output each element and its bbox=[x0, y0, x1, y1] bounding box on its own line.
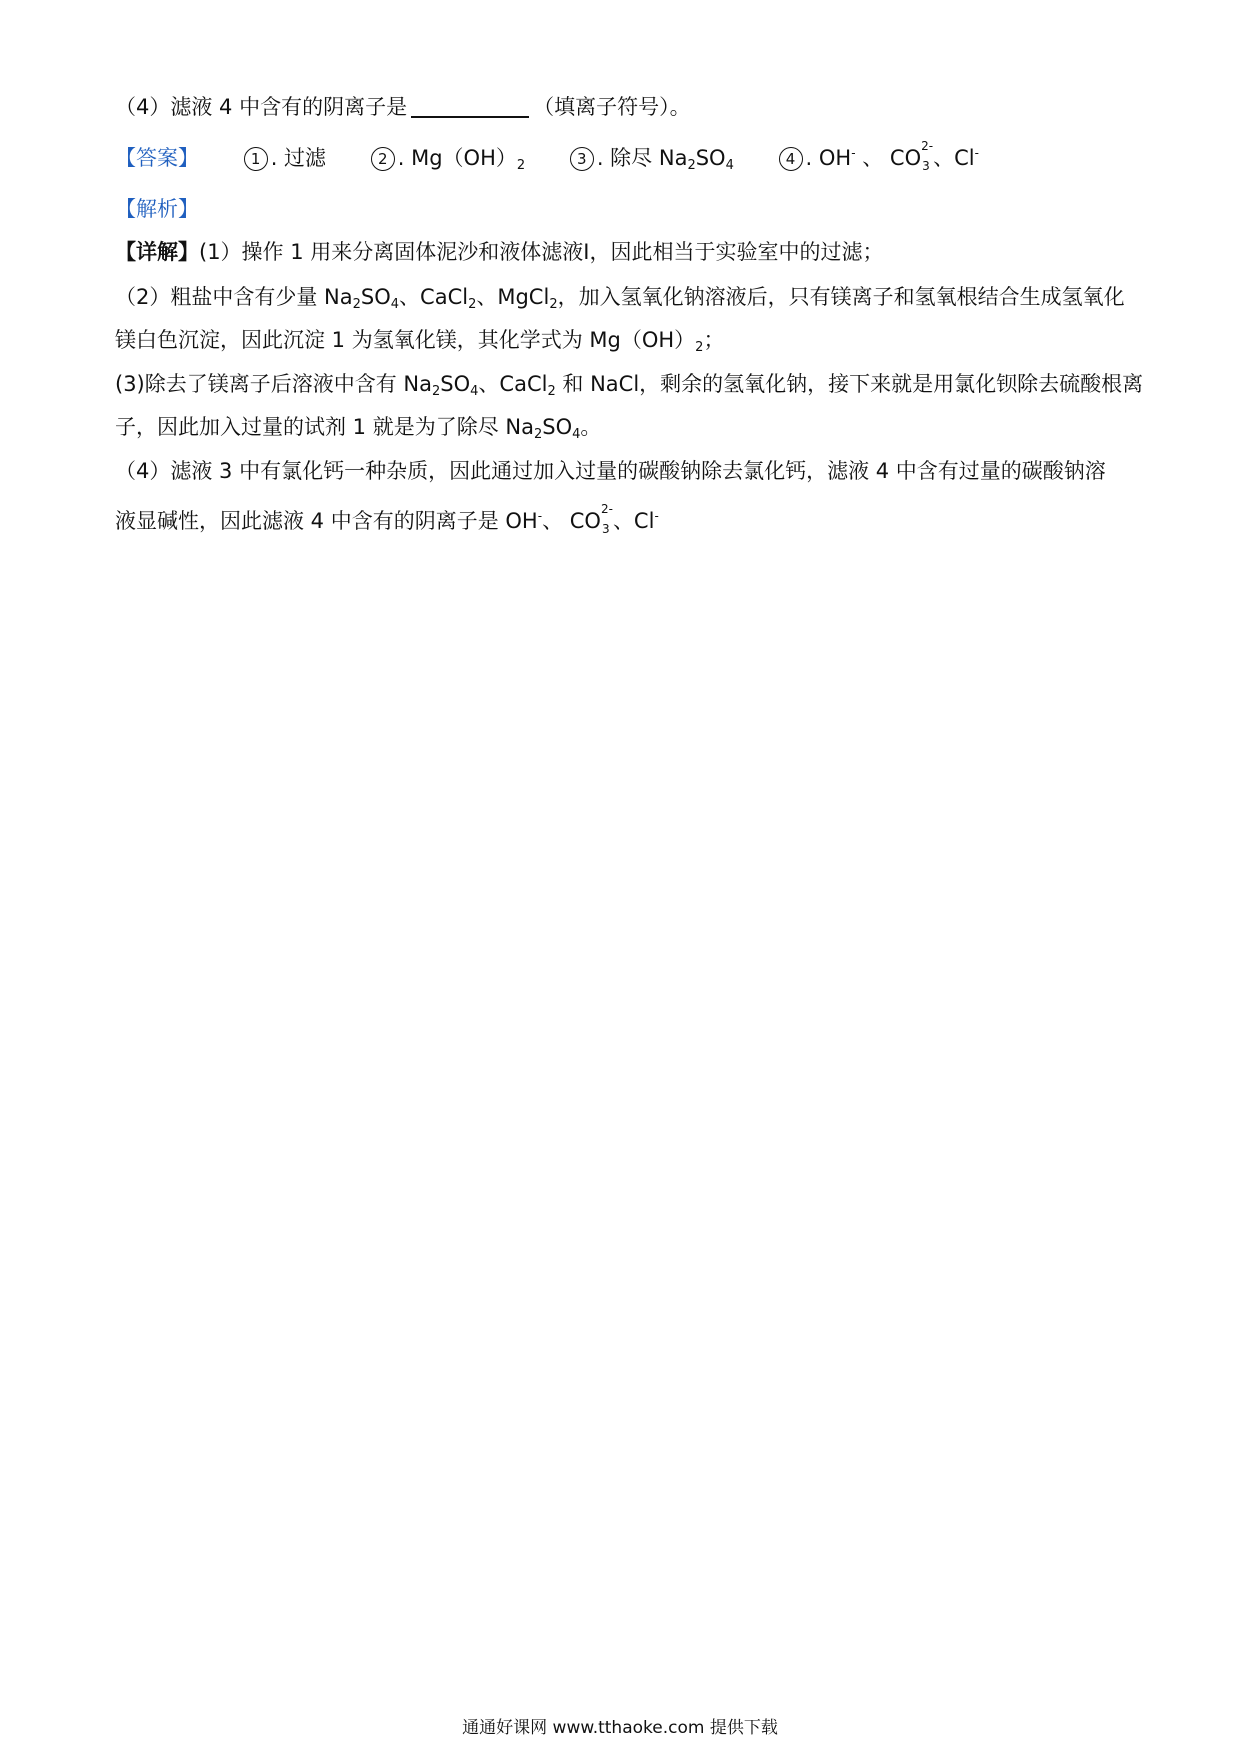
answer-text: . OH bbox=[805, 146, 852, 170]
subscript: 2 bbox=[549, 297, 558, 312]
analysis-line bbox=[115, 194, 1135, 224]
analysis-tag: 【解析】 bbox=[115, 197, 199, 221]
detail-p4-line2 bbox=[115, 502, 1135, 536]
detail-tag: 【详解】 bbox=[115, 240, 199, 264]
subscript: 2 bbox=[516, 158, 526, 173]
detail-text: 和 NaCl，剩余的氢氧化钠，接下来就是用氯化钡除去硫酸根离 bbox=[555, 372, 1144, 396]
answer-item-1 bbox=[244, 143, 326, 173]
charge-index bbox=[921, 139, 934, 173]
answer-text: SO bbox=[695, 146, 726, 170]
circled-number: 3 bbox=[570, 147, 594, 171]
page-footer: 通通好课网 www.tthaoke.com 提供下载 bbox=[462, 1718, 778, 1738]
detail-text: 、 CO bbox=[542, 509, 601, 533]
subscript: 2 bbox=[432, 384, 441, 399]
detail-text: ； bbox=[703, 328, 725, 352]
detail-p4-line1 bbox=[115, 456, 1135, 486]
detail-text: （2）粗盐中含有少量 Na bbox=[115, 285, 353, 309]
detail-text: 、CaCl bbox=[478, 372, 548, 396]
answer-text: . 过滤 bbox=[270, 146, 327, 170]
subscript: 4 bbox=[390, 297, 400, 312]
detail-text: (3)除去了镁离子后溶液中含有 Na bbox=[115, 372, 432, 396]
answer-text: . 除尽 Na bbox=[596, 146, 688, 170]
detail-p3-line1 bbox=[115, 369, 1144, 399]
subscript: 4 bbox=[470, 384, 479, 399]
circled-number: 1 bbox=[244, 147, 268, 171]
subscript: 3 bbox=[922, 159, 930, 173]
answer-line bbox=[115, 139, 1135, 173]
detail-text: ，加入氢氧化钠溶液后，只有镁离子和氢氧根结合生成氢氧化 bbox=[557, 285, 1125, 309]
detail-p3-line2 bbox=[115, 412, 1135, 442]
detail-text: (1）操作 1 用来分离固体泥沙和液体滤液Ⅰ，因此相当于实验室中的过滤； bbox=[199, 240, 884, 264]
detail-p2-line1 bbox=[115, 282, 1135, 312]
detail-p2-line2 bbox=[115, 325, 1135, 355]
superscript: 2- bbox=[600, 502, 613, 516]
superscript: 2- bbox=[921, 139, 934, 153]
detail-text: SO bbox=[440, 372, 471, 396]
detail-text: （4）滤液 3 中有氯化钙一种杂质，因此通过加入过量的碳酸钠除去氯化钙，滤液 4 中含有过量的碳酸钠溶 bbox=[115, 459, 1106, 483]
detail-text: 镁白色沉淀，因此沉淀 1 为氢氧化镁，其化学式为 Mg（OH） bbox=[115, 328, 696, 352]
subscript: 2 bbox=[352, 297, 361, 312]
question-line bbox=[115, 92, 1135, 122]
detail-text: 子，因此加入过量的试剂 1 就是为了除尽 Na bbox=[115, 415, 534, 439]
subscript: 4 bbox=[725, 158, 734, 173]
answer-item-2 bbox=[371, 143, 525, 173]
superscript: - bbox=[654, 509, 659, 523]
subscript: 2 bbox=[468, 297, 477, 312]
answer-blank bbox=[411, 94, 529, 118]
superscript: - bbox=[537, 509, 543, 523]
answer-tag: 【答案】 bbox=[115, 146, 199, 170]
detail-text: 。 bbox=[580, 415, 602, 439]
subscript: 2 bbox=[687, 158, 696, 173]
subscript: 2 bbox=[533, 427, 543, 442]
detail-text: 、CaCl bbox=[399, 285, 469, 309]
answer-text: 、 CO bbox=[855, 146, 922, 170]
detail-p1 bbox=[115, 237, 1135, 267]
subscript: 4 bbox=[572, 427, 581, 442]
detail-text: 液显碱性，因此滤液 4 中含有的阴离子是 OH bbox=[115, 509, 538, 533]
answer-text: . Mg（OH） bbox=[397, 146, 517, 170]
superscript: - bbox=[851, 146, 856, 160]
circled-number: 2 bbox=[371, 147, 395, 171]
answer-item-4 bbox=[779, 139, 979, 173]
answer-item-3 bbox=[570, 143, 734, 173]
question-prefix: （4）滤液 4 中含有的阴离子是 bbox=[115, 95, 408, 119]
detail-text: 、MgCl bbox=[476, 285, 550, 309]
detail-text: 、Cl bbox=[612, 509, 655, 533]
detail-text: SO bbox=[360, 285, 391, 309]
subscript: 2 bbox=[547, 384, 556, 399]
question-suffix: （填离子符号）。 bbox=[533, 95, 691, 119]
subscript: 2 bbox=[695, 340, 704, 355]
charge-index bbox=[600, 502, 613, 536]
subscript: 3 bbox=[601, 522, 610, 536]
circled-number: 4 bbox=[779, 147, 803, 171]
detail-text: SO bbox=[542, 415, 573, 439]
answer-text: 、Cl bbox=[933, 146, 975, 170]
superscript: - bbox=[974, 146, 979, 160]
